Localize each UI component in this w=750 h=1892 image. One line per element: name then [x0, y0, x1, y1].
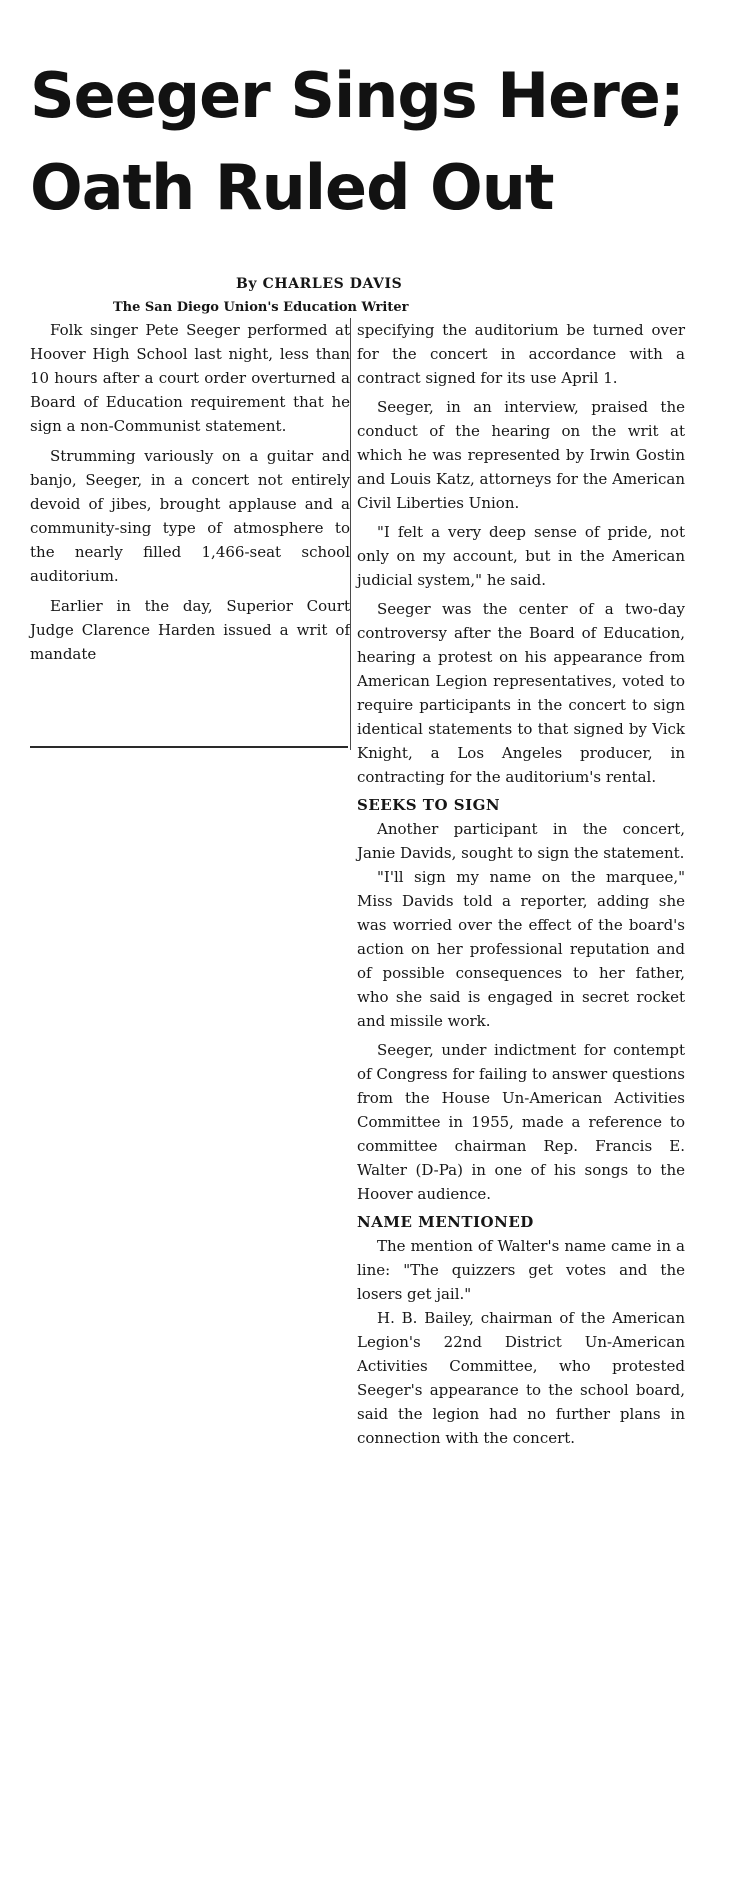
headline	[30, 50, 730, 234]
byline-affiliation: The San Diego Union's Education Writer	[113, 300, 409, 315]
paragraph: Earlier in the day, Superior Court Judge Clarence Harden issued a writ of mandate	[30, 597, 350, 663]
subheading: NAME MENTIONED	[357, 1213, 534, 1231]
paragraph: Seeger was the center of a two-day controversy after the Board of Education, hearing a protest on his appearance from American Legion representatives, voted to require participants in the concert to sign identical statements to that signed by Vick Knight, a Los Angeles producer, in contracting for the auditorium's rental.	[357, 600, 685, 786]
paragraph: "I'll sign my name on the marquee," Miss Davids told a reporter, adding she was worried over the effect of the board's action on her professional reputation and of possible consequences to her father, who she said is engaged in secret rocket and missile work.	[357, 868, 685, 1030]
paragraph: Seeger, under indictment for contempt of Congress for failing to answer questions from the House Un-American Activities Committee in 1955, made a reference to committee chairman Rep. Francis E. Walter (D-Pa) in one of his songs to the Hoover audience.	[357, 1041, 685, 1203]
paragraph: specifying the auditorium be turned over for the concert in accordance with a contract signed for its use April 1.	[357, 321, 685, 387]
paragraph: "I felt a very deep sense of pride, not only on my account, but in the American judicial system," he said.	[357, 523, 685, 589]
headline-line-2: Oath Ruled Out	[30, 151, 554, 224]
headline-line-1: Seeger Sings Here;	[30, 59, 684, 132]
paragraph: Seeger, in an interview, praised the conduct of the hearing on the writ at which he was represented by Irwin Gostin and Louis Katz, attorneys for the American Civil Liberties Union.	[357, 398, 685, 512]
byline: By CHARLES DAVIS	[236, 276, 403, 292]
column-2	[357, 318, 685, 1450]
paragraph: Folk singer Pete Seeger performed at Hoover High School last night, less than 10 hours after a court order overturned a Board of Education requirement that he sign a non-Communist statement.	[30, 321, 350, 435]
subheading: SEEKS TO SIGN	[357, 796, 501, 814]
paragraph: The mention of Walter's name came in a line: "The quizzers get votes and the losers get jail."	[357, 1237, 685, 1303]
column-divider	[350, 318, 351, 750]
paragraph: H. B. Bailey, chairman of the American Legion's 22nd District Un-American Activities Committee, who protested Seeger's appearance to the school board, said the legion had no further plans in connection with the concert.	[357, 1309, 685, 1447]
paragraph: Another participant in the concert, Janie Davids, sought to sign the statement.	[357, 820, 685, 862]
paragraph: Strumming variously on a guitar and banjo, Seeger, in a concert not entirely devoid of jibes, brought applause and a community-sing type of atmosphere to the nearly filled 1,466-seat school auditorium.	[30, 447, 350, 585]
column-end-rule	[30, 746, 348, 748]
column-1	[30, 318, 350, 666]
